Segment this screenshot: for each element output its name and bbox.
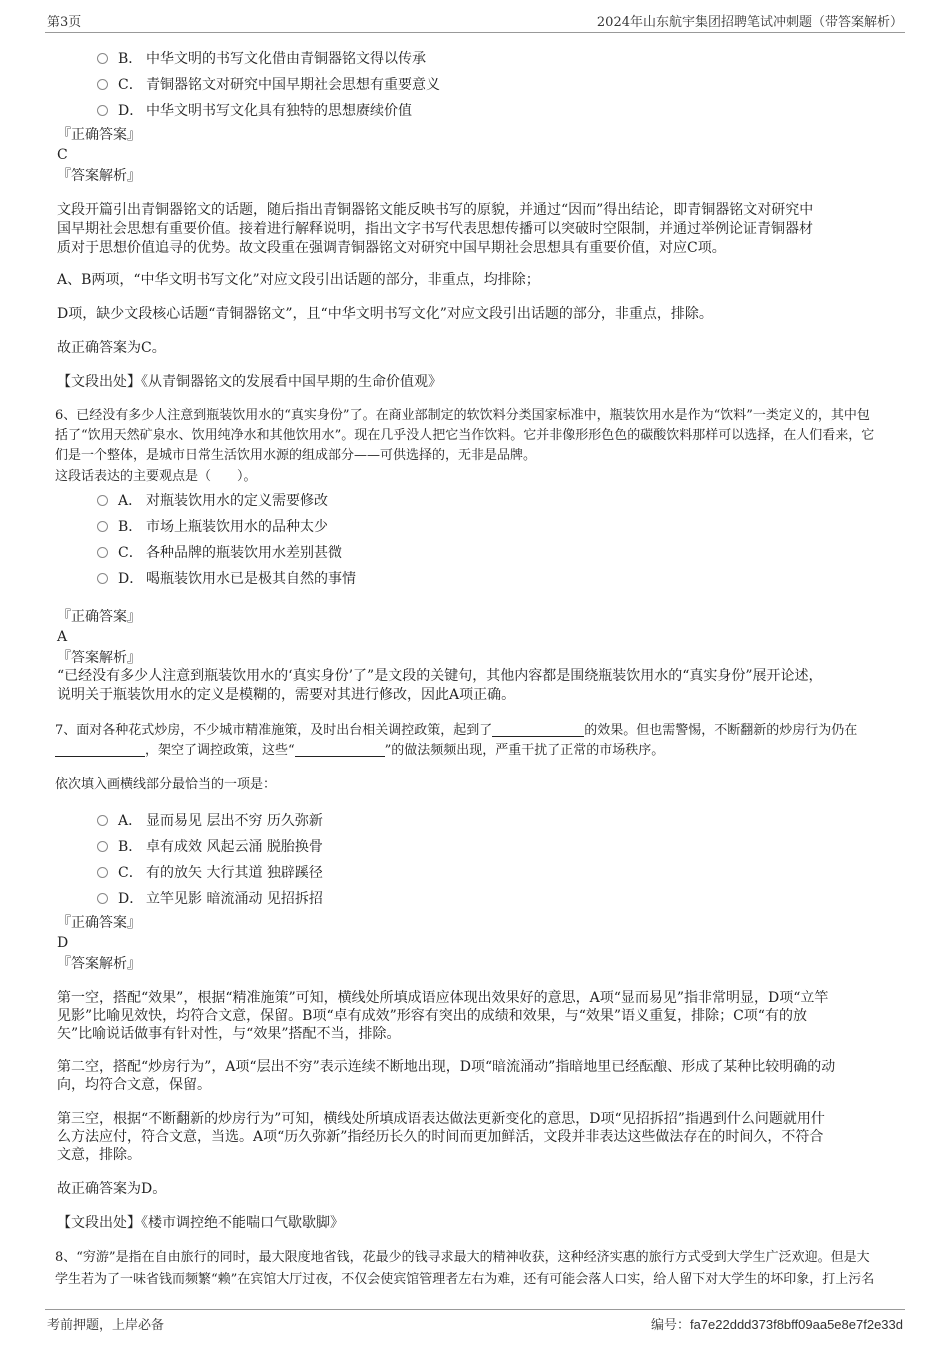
analysis-label: 『答案解析』: [57, 168, 141, 184]
option-b[interactable]: B． 中华文明的书写文化借由青铜器铭文得以传承: [97, 48, 426, 68]
conclusion: 故正确答案为C。: [57, 340, 166, 356]
option-text: 立竿见影 暗流涌动 见招拆招: [146, 891, 323, 907]
analysis-text: 向，均符合文意，保留。: [57, 1077, 211, 1093]
option-d[interactable]: D． 中华文明书写文化具有独特的思想赓续价值: [97, 100, 412, 120]
answer-label: 『正确答案』: [57, 127, 141, 143]
analysis-text: 说明关于瓶装饮用水的定义是模糊的，需要对其进行修改，因此A项正确。: [57, 687, 516, 703]
analysis-text: 第一空，搭配“效果”，根据“精准施策”可知，横线处所填成语应体现出效果好的意思，A项“显而易见”指非常明显，D项“立竿: [57, 990, 829, 1006]
question-prompt: 这段话表达的主要观点是（ ）。: [55, 469, 257, 484]
option-text: 喝瓶装饮用水已是极其自然的事情: [146, 571, 356, 587]
question-prompt: 依次填入画横线部分最恰当的一项是：: [55, 777, 277, 792]
conclusion: 故正确答案为D。: [57, 1181, 167, 1197]
question-stem: 括了“饮用天然矿泉水、饮用纯净水和其他饮用水”。现在几乎没人把它当作饮料。它并非像形形色色的碳酸饮料那样可以选择，在人们看来，它: [55, 428, 875, 443]
analysis-text: “已经没有多少人注意到瓶装饮用水的‘真实身份’了”是文段的关键句，其他内容都是围绕瓶装饮用水的“真实身份”展开论述，: [57, 668, 823, 684]
radio-button[interactable]: [97, 867, 108, 878]
analysis-text: 质对于思想价值追寻的优势。故文段重在强调青铜器铭文对研究中国早期社会思想具有重要价值，对应C项。: [57, 240, 726, 256]
option-text: 青铜器铭文对研究中国早期社会思想有重要意义: [146, 77, 440, 93]
footer-slogan: 考前押题，上岸必备: [47, 1318, 165, 1333]
option-text: 市场上瓶装饮用水的品种太少: [146, 519, 328, 535]
radio-button[interactable]: [97, 79, 108, 90]
option-text: 卓有成效 风起云涌 脱胎换骨: [146, 839, 323, 855]
source-citation: 【文段出处】《从青铜器铭文的发展看中国早期的生命价值观》: [57, 374, 442, 390]
source-citation: 【文段出处】《楼市调控绝不能喘口气歇歇脚》: [57, 1215, 344, 1231]
analysis-text: 矢”比喻说话做事有针对性，与“效果”搭配不当，排除。: [57, 1026, 401, 1042]
option-d[interactable]: D． 喝瓶装饮用水已是极其自然的事情: [97, 568, 356, 588]
question-stem: 6、已经没有多少人注意到瓶装饮用水的“真实身份”了。在商业部制定的软饮料分类国家标准中，瓶装饮用水是作为“饮料”一类定义的，其中包: [55, 408, 870, 423]
radio-button[interactable]: [97, 573, 108, 584]
analysis-text: 第三空，根据“不断翻新的炒房行为”可知，横线处所填成语表达做法更新变化的意思，D项“见招拆招”指遇到什么问题就用什: [57, 1111, 825, 1127]
option-text: 对瓶装饮用水的定义需要修改: [146, 493, 328, 509]
footer-divider: [45, 1309, 905, 1310]
option-text: 显而易见 层出不穷 历久弥新: [146, 813, 323, 829]
analysis-text: 国早期社会思想有重要价值。接着进行解释说明，指出文字书写代表思想传播可以突破时空限制，并通过举例论证青铜器材: [57, 221, 813, 237]
question-stem: 们是一个整体，是城市日常生活饮用水源的组成部分——可供选择的，无非是品牌。: [55, 448, 537, 463]
radio-button[interactable]: [97, 815, 108, 826]
question-stem: 7、面对各种花式炒房，不少城市精准施策，及时出台相关调控政策，起到了 的效果。但也需警惕，不断翻新的炒房行为仍在: [55, 723, 858, 738]
radio-button[interactable]: [97, 547, 108, 558]
analysis-text: 么方法应付，符合文意，当选。A项“历久弥新”指经历长久的时间而更加鲜活，文段并非表达这些做法存在的时间久，不符合: [57, 1129, 824, 1145]
option-c[interactable]: C． 有的放矢 大行其道 独辟蹊径: [97, 862, 323, 882]
question-stem: 学生若为了一味省钱而频繁“赖”在宾馆大厅过夜，不仅会使宾馆管理者左右为难，还有可能会落人口实，给人留下对大学生的坏印象，打上污名: [55, 1272, 875, 1287]
option-c[interactable]: C． 青铜器铭文对研究中国早期社会思想有重要意义: [97, 74, 440, 94]
option-b[interactable]: B． 卓有成效 风起云涌 脱胎换骨: [97, 836, 323, 856]
option-a[interactable]: A． 显而易见 层出不穷 历久弥新: [97, 810, 323, 830]
option-b[interactable]: B． 市场上瓶装饮用水的品种太少: [97, 516, 328, 536]
answer-value: A: [57, 629, 68, 645]
page-number: 第3页: [47, 15, 82, 30]
analysis-text: 第二空，搭配“炒房行为”，A项“层出不穷”表示连续不断地出现，D项“暗流涌动”指暗地里已经酝酿、形成了某种比较明确的动: [57, 1059, 836, 1075]
answer-value: C: [57, 147, 68, 163]
analysis-text: 文意，排除。: [57, 1147, 141, 1163]
answer-label: 『正确答案』: [57, 609, 141, 625]
fill-blank: [492, 722, 584, 737]
fill-blank: [295, 742, 385, 757]
question-stem: ，架空了调控政策，这些“ ”的做法频频出现，严重干扰了正常的市场秩序。: [55, 741, 664, 760]
answer-value: D: [57, 935, 69, 951]
option-a[interactable]: A． 对瓶装饮用水的定义需要修改: [97, 490, 328, 510]
radio-button[interactable]: [97, 521, 108, 532]
radio-button[interactable]: [97, 893, 108, 904]
analysis-text: 见影”比喻见效快，均符合文意，保留。B项“卓有成效”形容有突出的成绩和效果，与“效果”语义重复，排除；C项“有的放: [57, 1008, 807, 1024]
radio-button[interactable]: [97, 53, 108, 64]
radio-button[interactable]: [97, 841, 108, 852]
document-title: 2024年山东航宇集团招聘笔试冲刺题（带答案解析）: [596, 15, 903, 30]
analysis-label: 『答案解析』: [57, 650, 141, 666]
option-c[interactable]: C． 各种品牌的瓶装饮用水差别甚微: [97, 542, 342, 562]
radio-button[interactable]: [97, 105, 108, 116]
option-text: 各种品牌的瓶装饮用水差别甚微: [146, 545, 342, 561]
analysis-text: 文段开篇引出青铜器铭文的话题，随后指出青铜器铭文能反映书写的原貌，并通过“因而”得出结论，即青铜器铭文对研究中: [57, 202, 814, 218]
analysis-text: D项，缺少文段核心话题“青铜器铭文”，且“中华文明书写文化”对应文段引出话题的部分，非重点，排除。: [57, 306, 713, 322]
analysis-label: 『答案解析』: [57, 956, 141, 972]
analysis-text: A、B两项，“中华文明书写文化”对应文段引出话题的部分，非重点，均排除；: [57, 272, 540, 288]
answer-label: 『正确答案』: [57, 915, 141, 931]
option-text: 中华文明书写文化具有独特的思想赓续价值: [146, 103, 412, 119]
document-code: 编号：fa7e22ddd373f8bff09aa5e8e7f2e33d: [650, 1317, 903, 1333]
header-divider: [45, 32, 905, 33]
option-text: 中华文明的书写文化借由青铜器铭文得以传承: [146, 51, 426, 67]
fill-blank: [55, 742, 145, 757]
option-text: 有的放矢 大行其道 独辟蹊径: [146, 865, 323, 881]
option-d[interactable]: D． 立竿见影 暗流涌动 见招拆招: [97, 888, 323, 908]
question-stem: 8、“穷游”是指在自由旅行的同时，最大限度地省钱，花最少的钱寻求最大的精神收获，这种经济实惠的旅行方式受到大学生广泛欢迎。但是大: [55, 1250, 870, 1265]
radio-button[interactable]: [97, 495, 108, 506]
